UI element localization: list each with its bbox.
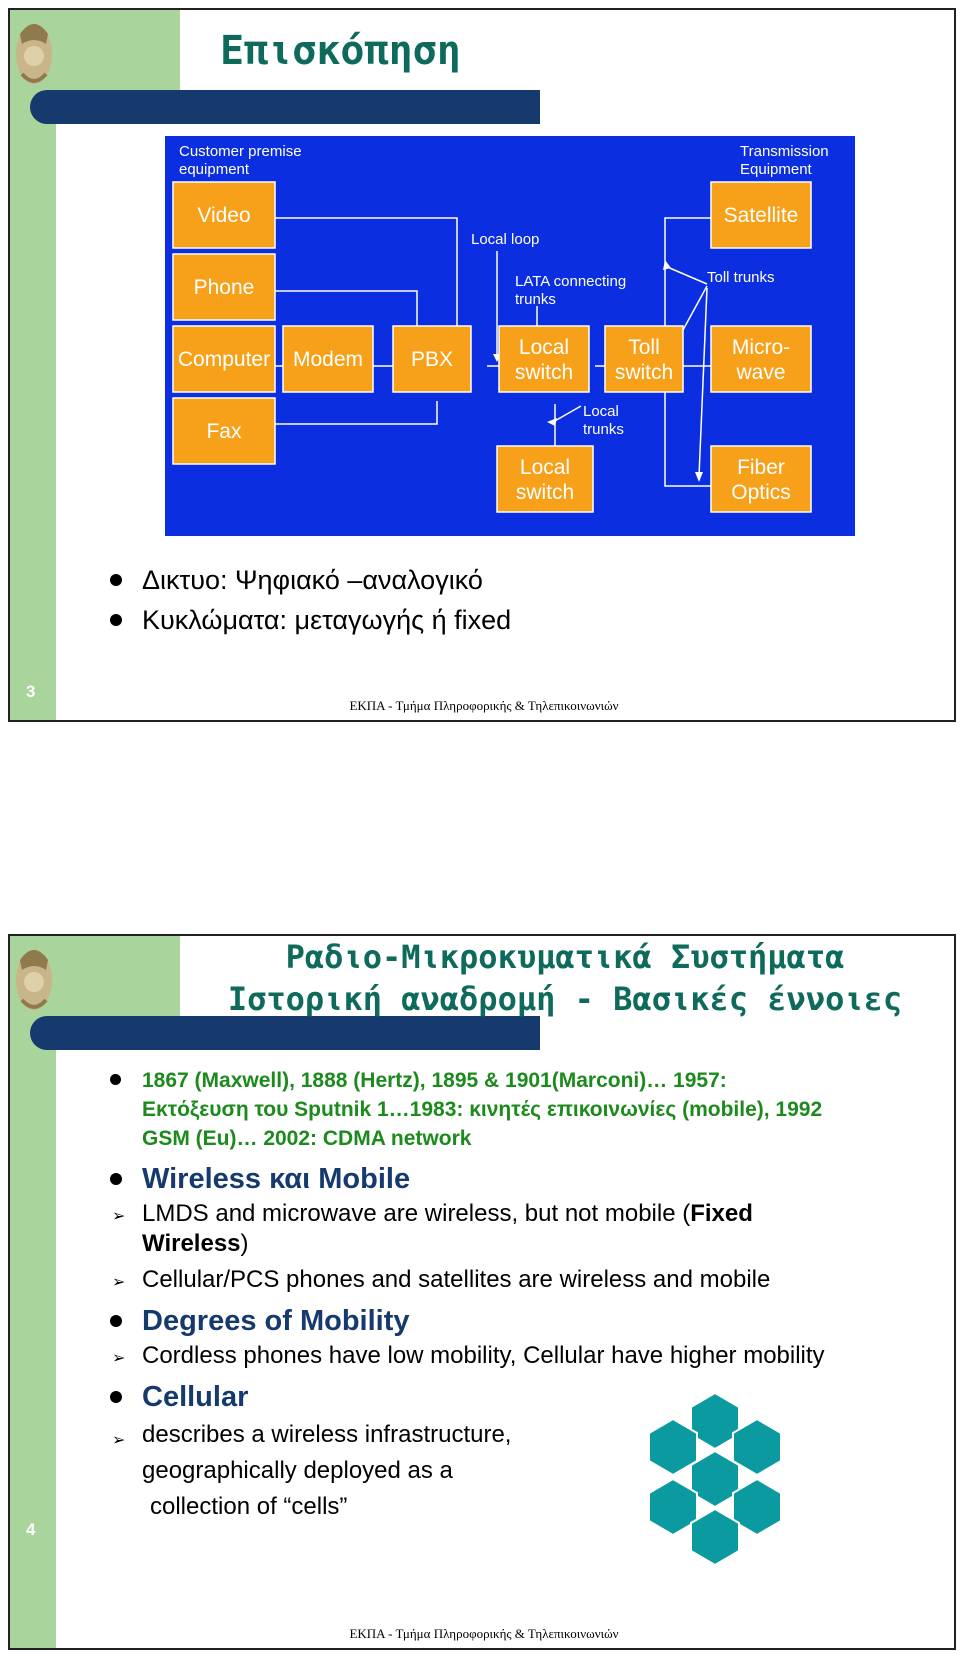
local-trunks-label: Local (583, 403, 619, 420)
sub-item: ➢ LMDS and microwave are wireless, but not mobile (Fixed Wireless) (112, 1200, 753, 1257)
slide-4 (8, 934, 956, 1650)
bullet-icon (110, 574, 122, 586)
local-switch-label: Local (518, 336, 570, 359)
lata-label: LATA connecting (515, 273, 627, 290)
sub-item: ➢ Cellular/PCS phones and satellites are wireless and mobile (110, 1265, 910, 1295)
slide-3 (8, 8, 956, 722)
local-switch-label-2: switch (514, 361, 574, 384)
computer-label: Computer (177, 348, 271, 371)
arrow-bullet-icon: ➢ (112, 1430, 126, 1449)
athena-logo-icon (12, 940, 56, 1016)
list-item: Δικτυο: Ψηφιακό –αναλογικό (110, 560, 511, 600)
title-line-2: Ιστορική αναδρομή - Βασικές έννοιες (227, 980, 903, 1018)
transmission-label: Transmission (740, 143, 829, 160)
fiber-optics-label: Fiber (737, 456, 785, 479)
cells-hexagon-illustration (635, 1391, 795, 1571)
hex-cell (691, 1509, 739, 1565)
heading-degrees-mobility: Degrees of Mobility (110, 1301, 910, 1341)
video-label: Video (197, 204, 251, 227)
bullet-icon (110, 1173, 122, 1185)
microwave-label: Micro- (731, 336, 791, 359)
sub-item: ➢ Cordless phones have low mobility, Cellular have higher mobility (110, 1341, 910, 1371)
pbx-label: PBX (410, 348, 454, 371)
toll-switch-label: Toll (628, 336, 660, 359)
heading-cellular: Cellular (110, 1377, 910, 1417)
history-item: 1867 (Maxwell), 1888 (Hertz), 1895 & 1901(Marconi)… 1957: Εκτόξευση του Sputnik 1…1983: κινητές επικοινωνίες (mobile), 1992 GSM (Eu)… 2002: CDMA network (110, 1066, 910, 1153)
toll-switch-label-2: switch (614, 361, 674, 384)
page-title: Επισκόπηση (220, 28, 461, 74)
telecom-network-diagram (165, 136, 855, 536)
slide-top-band (56, 10, 180, 90)
customer-premise-label-2: equipment (179, 161, 250, 178)
bullet-icon (110, 614, 122, 626)
page-title (180, 936, 950, 1020)
fiber-optics-label-2: Optics (731, 481, 791, 504)
local-switch-2-label: Local (519, 456, 571, 479)
athena-logo-icon (12, 14, 56, 90)
footer-text: ΕΚΠΑ - Τμήμα Πληροφορικής & Τηλεπικοινωνιών (349, 1626, 619, 1641)
bullet-icon (110, 1391, 122, 1403)
arrow-bullet-icon: ➢ (112, 1348, 126, 1367)
page-number: 3 (26, 682, 36, 701)
hex-cell (691, 1451, 739, 1507)
phone-label: Phone (193, 276, 255, 299)
footer-text: ΕΚΠΑ - Τμήμα Πληροφορικής & Τηλεπικοινωνιών (349, 698, 619, 713)
heading-wireless-mobile: Wireless και Mobile (110, 1159, 910, 1199)
bullet-icon (110, 1315, 122, 1327)
title-bar (30, 90, 540, 124)
hex-cell (649, 1419, 697, 1475)
title-line-1: Ραδιο-Μικροκυματικά Συστήματα (285, 938, 845, 976)
lata-label-2: trunks (515, 291, 556, 308)
bullet-list (110, 560, 511, 640)
title-bar (30, 1016, 540, 1050)
sub-item: ➢ describes a wireless infrastructure, geographically deployed as a collection of “cells” (112, 1421, 512, 1520)
slide-top-band (56, 936, 180, 1016)
toll-trunks-label: Toll trunks (707, 269, 775, 286)
transmission-label-2: Equipment (740, 161, 812, 178)
local-trunks-label-2: trunks (583, 421, 624, 438)
bullet-icon (110, 1074, 121, 1085)
hex-cell (733, 1479, 781, 1535)
satellite-label: Satellite (723, 204, 799, 227)
arrow-bullet-icon: ➢ (112, 1206, 126, 1225)
hex-cell (733, 1419, 781, 1475)
page-number: 4 (26, 1520, 36, 1539)
microwave-label-2: wave (736, 361, 786, 384)
modem-label: Modem (292, 348, 364, 371)
arrow-bullet-icon: ➢ (112, 1272, 126, 1291)
local-switch-2-label-2: switch (515, 481, 575, 504)
hex-cell (691, 1393, 739, 1449)
local-loop-label: Local loop (471, 231, 540, 248)
fax-label: Fax (206, 420, 242, 443)
hex-cell (649, 1479, 697, 1535)
list-item: Κυκλώματα: μεταγωγής ή fixed (110, 600, 511, 640)
customer-premise-label: Customer premise (179, 143, 302, 160)
